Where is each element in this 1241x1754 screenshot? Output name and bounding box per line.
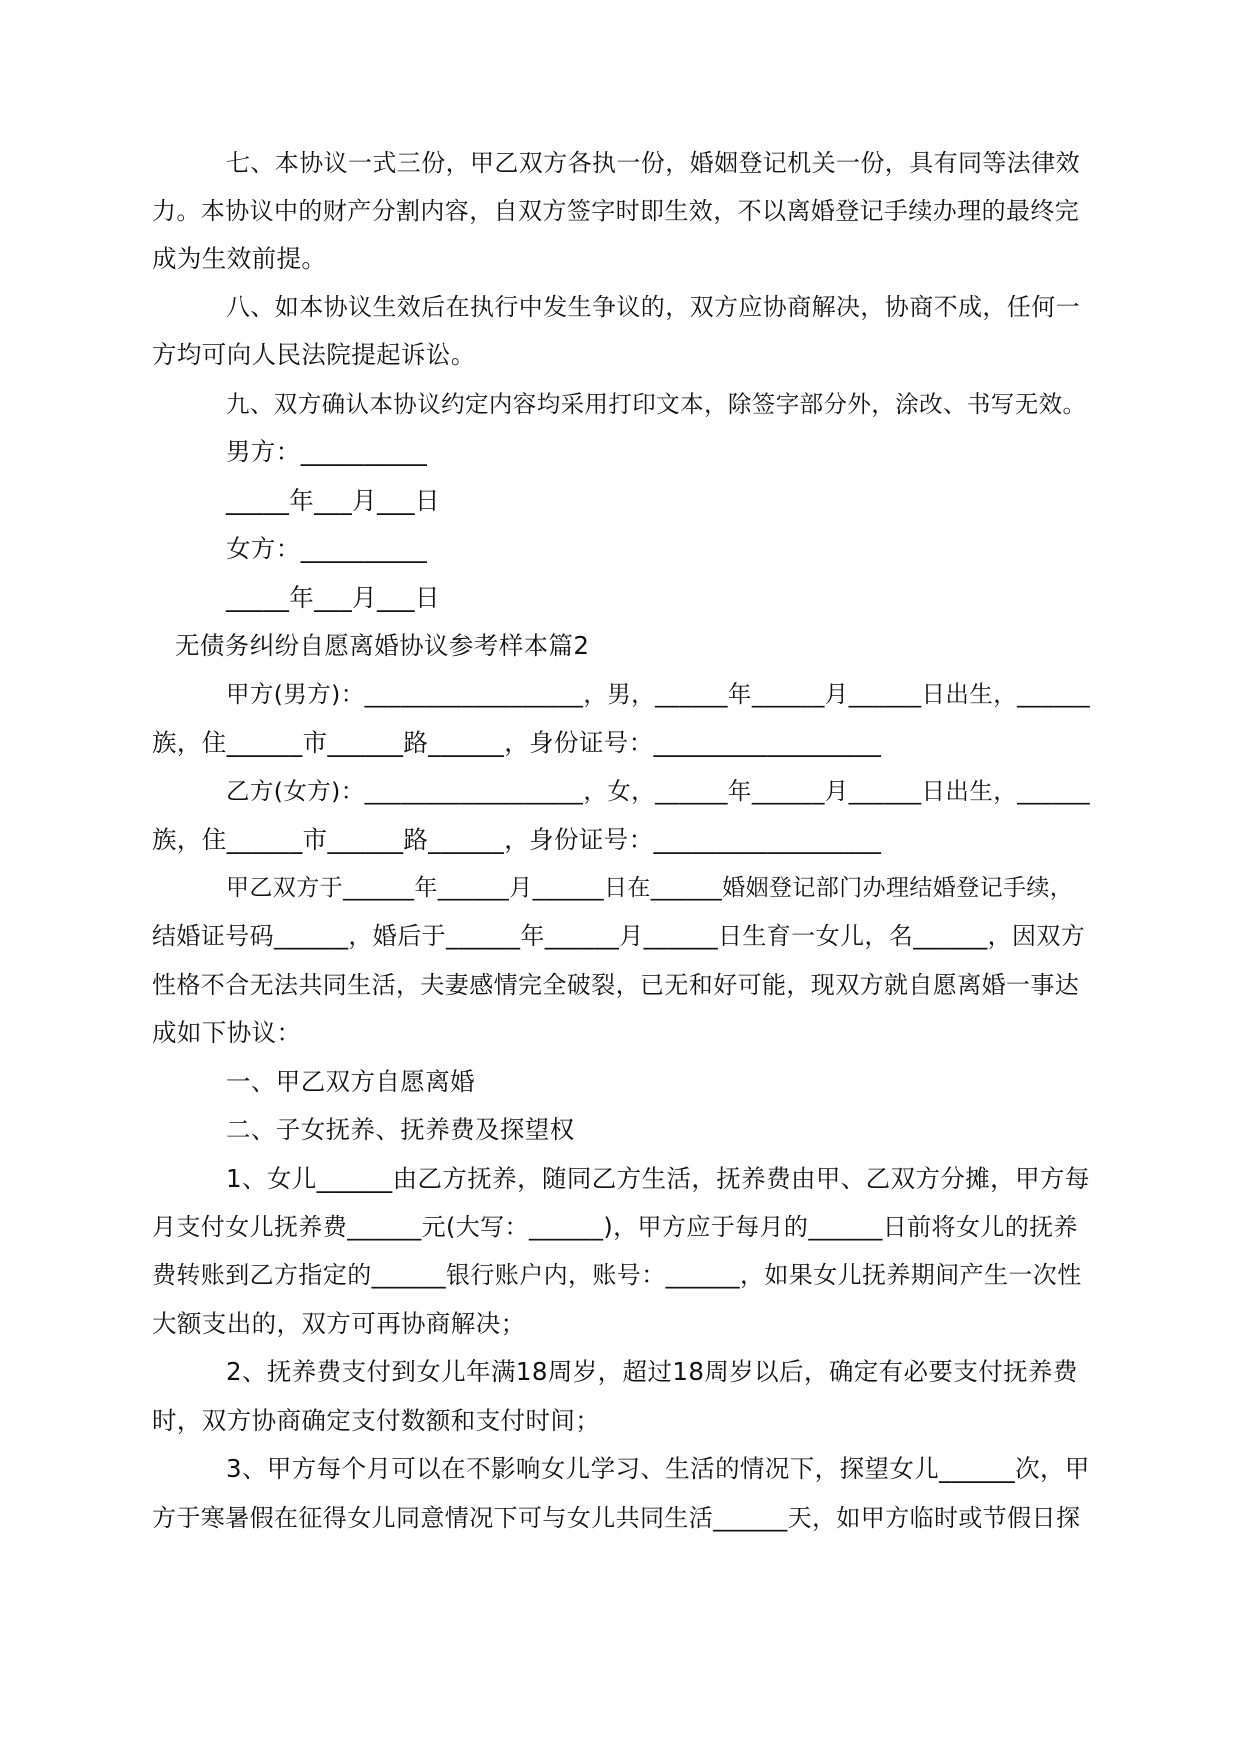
paragraph-line: 成如下协议： [152,1018,302,1047]
paragraph-line: 八、如本协议生效后在执行中发生争议的，双方应协商解决，协商不成，任何一 [226,293,1080,321]
section-heading: 无债务纠纷自愿离婚协议参考样本篇2 [175,631,590,660]
paragraph-line: 甲乙双方于______年______月______日在______婚姻登记部门办理结婚登记手续， [226,875,1074,901]
paragraph-line: 2、抚养费支付到女儿年满18周岁，超过18周岁以后，确定有必要支付抚养费 [226,1357,1078,1386]
paragraph-line: 费转账到乙方指定的______银行账户内，账号：______，如果女儿抚养期间产生一次性 [152,1261,1082,1289]
clause-heading: 二、子女抚养、抚养费及探望权 [226,1115,575,1144]
paragraph-line: 族，住______市______路______，身份证号：__________________ [152,825,882,854]
paragraph-line: 甲方(男方)：__________________，男，______年______月______日出生，______ [226,680,1091,708]
paragraph-line: 成为生效前提。 [152,244,327,273]
paragraph-line: 力。本协议中的财产分割内容，自双方签字时即生效，不以离婚登记手续办理的最终完 [152,197,1080,225]
paragraph-line: 乙方(女方)：__________________，女，______年______月______日出生，______ [226,777,1091,805]
paragraph-line: 大额支出的，双方可再协商解决； [152,1309,526,1338]
paragraph-line: 1、女儿______由乙方抚养，随同乙方生活，抚养费由甲、乙双方分摊，甲方每 [226,1164,1090,1193]
paragraph-line: 结婚证号码______，婚后于______年______月______日生育一女儿，名______，因双方 [152,922,1086,950]
date-line: _____年___月___日 [226,583,440,612]
paragraph-line: 月支付女儿抚养费______元(大写：______)，甲方应于每月的______日前将女儿的抚养 [152,1213,1078,1241]
paragraph-line: 方均可向人民法院提起诉讼。 [152,340,476,369]
paragraph-line: 方于寒暑假在征得女儿同意情况下可与女儿共同生活______天，如甲方临时或节假日探 [152,1504,1081,1532]
paragraph-line: 九、双方确认本协议约定内容均采用打印文本，除签字部分外，涂改、书写无效。 [226,390,1087,418]
signature-line-female: 女方：__________ [226,534,428,563]
paragraph-line: 七、本协议一式三份，甲乙双方各执一份，婚姻登记机关一份，具有同等法律效 [226,149,1080,177]
clause-heading: 一、甲乙双方自愿离婚 [226,1067,475,1096]
date-line: _____年___月___日 [226,486,440,515]
paragraph-line: 时，双方协商确定支付数额和支付时间； [152,1406,601,1435]
signature-line-male: 男方：__________ [226,437,428,466]
paragraph-line: 性格不合无法共同生活，夫妻感情完全破裂，已无和好可能，现双方就自愿离婚一事达 [152,971,1080,999]
paragraph-line: 族，住______市______路______，身份证号：__________________ [152,728,882,757]
paragraph-line: 3、甲方每个月可以在不影响女儿学习、生活的情况下，探望女儿______次，甲 [226,1454,1090,1483]
